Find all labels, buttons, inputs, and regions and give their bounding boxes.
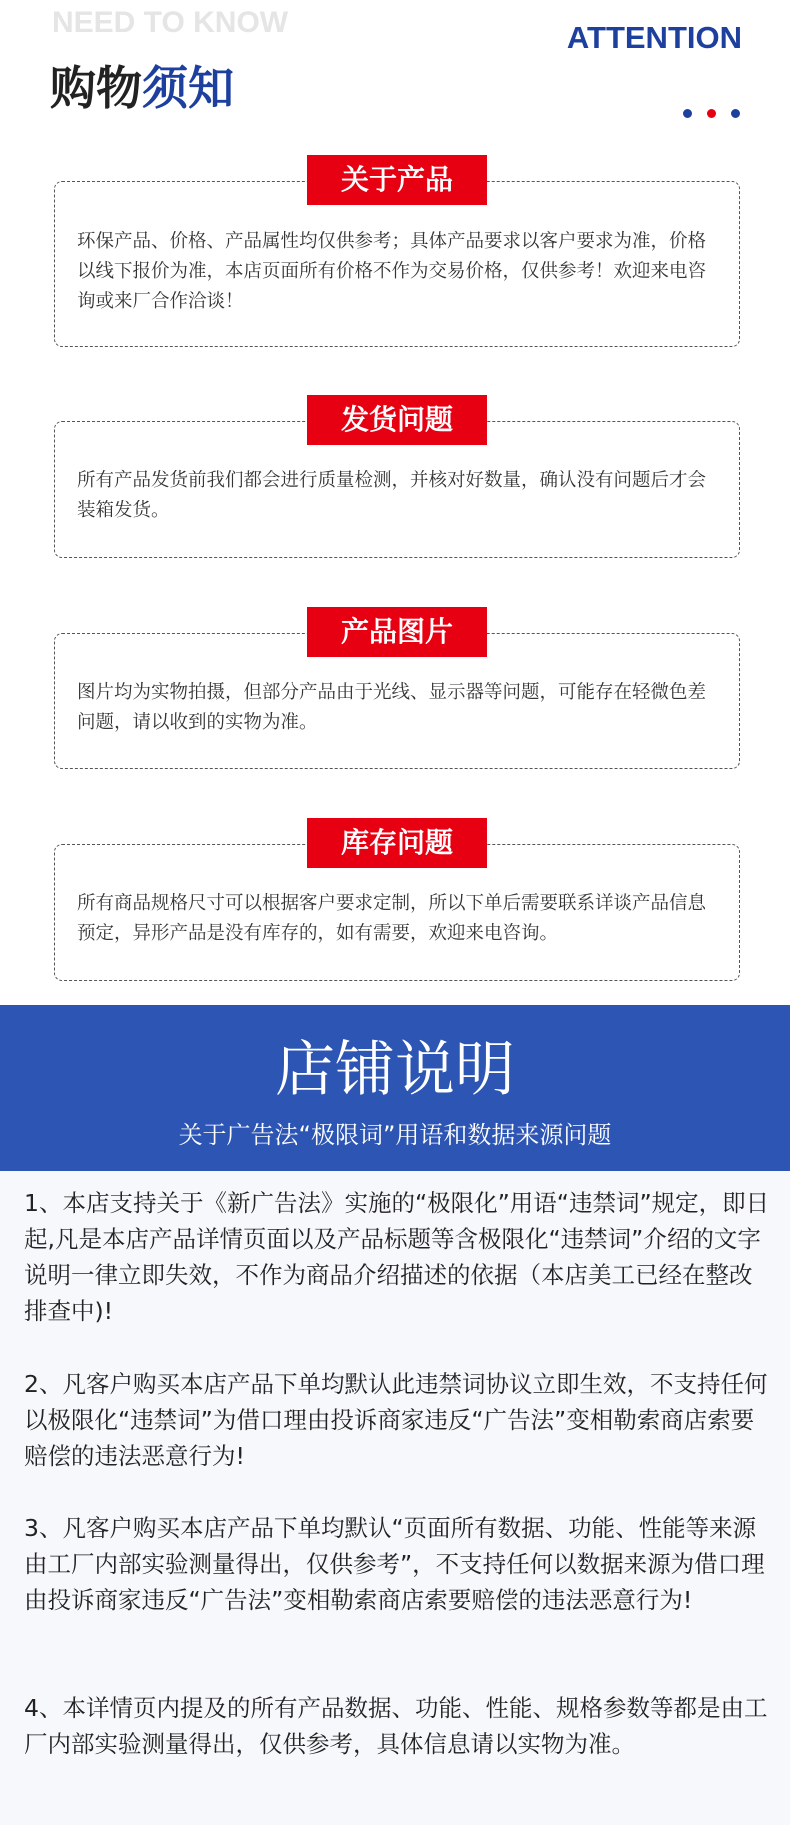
note-paragraph: 2、凡客户购买本店产品下单均默认此违禁词协议立即生效，不支持任何以极限化“违禁词”为借口理由投诉商家违反“广告法”变相勒索商店索要赔偿的违法恶意行为!: [24, 1370, 768, 1470]
statement-notes: [0, 1171, 790, 1825]
card-label: 发货问题: [307, 395, 487, 445]
page-title: [50, 60, 234, 116]
card-inventory: [54, 826, 740, 981]
card-text: 图片均为实物拍摄，但部分产品由于光线、显示器等问题，可能存在轻微色差问题，请以收到的实物为准。: [77, 682, 707, 733]
card-product-images: [54, 615, 740, 769]
card-text: 所有商品规格尺寸可以根据客户要求定制，所以下单后需要联系详谈产品信息预定，异形产品是没有库存的，如有需要，欢迎来电咨询。: [77, 893, 707, 944]
note-paragraph: 4、本详情页内提及的所有产品数据、功能、性能、规格参数等都是由工厂内部实验测量得出，仅供参考，具体信息请以实物为准。: [24, 1694, 768, 1758]
card-about-product: [54, 163, 740, 347]
decorative-dots: [668, 103, 740, 122]
dot-icon: [731, 109, 740, 118]
card-text: 所有产品发货前我们都会进行质量检测，并核对好数量，确认没有问题后才会装箱发货。: [77, 470, 707, 521]
dot-icon: [707, 109, 716, 118]
card-label: 产品图片: [307, 607, 487, 657]
note-paragraph: 3、凡客户购买本店产品下单均默认“页面所有数据、功能、性能等来源由工厂内部实验测量得出，仅供参考”，不支持任何以数据来源为借口理由投诉商家违反“广告法”变相勒索商店索要赔偿的违法恶意行为!: [24, 1514, 765, 1614]
title-part-blue: 须知: [142, 61, 234, 115]
card-shipping: [54, 403, 740, 558]
banner-subtitle: 关于广告法“极限词”用语和数据来源问题: [178, 1121, 612, 1149]
title-part-black: 购物: [50, 61, 142, 115]
card-text: 环保产品、价格、产品属性均仅供参考；具体产品要求以客户要求为准，价格以线下报价为准，本店页面所有价格不作为交易价格，仅供参考！欢迎来电咨询或来厂合作洽谈！: [77, 231, 707, 312]
card-label: 关于产品: [307, 155, 487, 205]
card-label: 库存问题: [307, 818, 487, 868]
note-paragraph: 1、本店支持关于《新广告法》实施的“极限化”用语“违禁词”规定，即日起,凡是本店产品详情页面以及产品标题等含极限化“违禁词”介绍的文字说明一律立即失效，不作为商品介绍描述的依据（本店美工已经在整改排查中)!: [24, 1189, 770, 1325]
dot-icon: [683, 109, 692, 118]
need-to-know-watermark: NEED TO KNOW: [52, 6, 289, 39]
store-statement-banner: [0, 1005, 790, 1171]
banner-title: 店铺说明: [275, 1035, 515, 1105]
attention-heading: ATTENTION: [566, 20, 742, 55]
